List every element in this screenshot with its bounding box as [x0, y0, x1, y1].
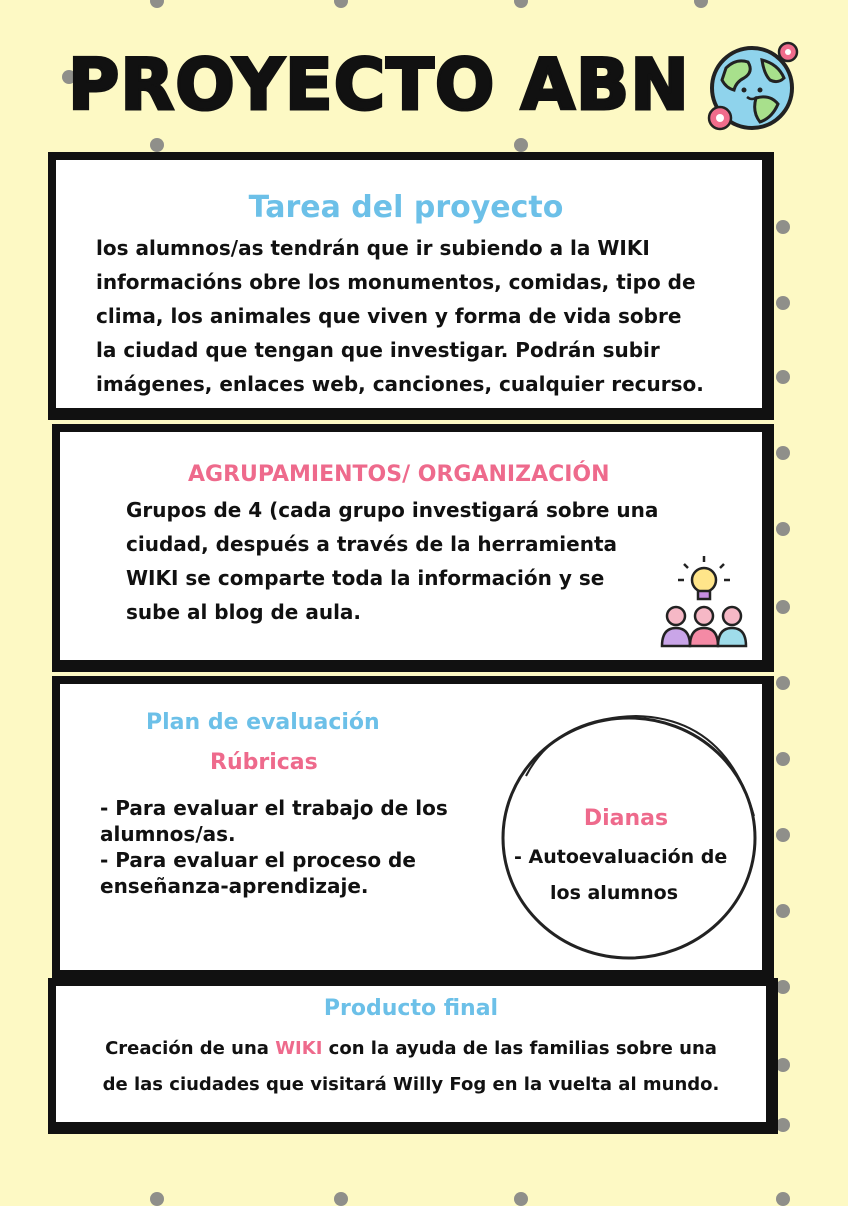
final-product-line: de las ciudades que visitará Willy Fog en la vuelta al mundo.: [102, 1074, 720, 1095]
evaluation-card: [52, 676, 774, 982]
globe-icon: [700, 38, 804, 142]
task-line: los alumnos/as tendrán que ir subiendo a la WIKI: [96, 236, 650, 260]
grouping-line: ciudad, después a través de la herramienta: [126, 532, 617, 556]
task-card: [48, 152, 774, 420]
teamwork-idea-icon: [654, 552, 754, 656]
final-product-text: Creación de una: [105, 1038, 276, 1059]
rubrics-item: - Para evaluar el trabajo de los: [100, 796, 448, 820]
final-product-card: [48, 978, 778, 1134]
wiki-highlight: WIKI: [275, 1038, 323, 1059]
targets-line: - Autoevaluación de: [514, 846, 728, 868]
evaluation-heading: Plan de evaluación: [146, 710, 380, 735]
targets-line: los alumnos: [550, 882, 679, 904]
final-product-text: con la ayuda de las familias sobre una: [322, 1038, 717, 1059]
final-product-heading: Producto final: [323, 996, 499, 1021]
targets-heading: Dianas: [583, 806, 669, 831]
targets-circle: [496, 706, 762, 966]
task-line: la ciudad que tengan que investigar. Podrán subir: [96, 338, 660, 362]
grouping-line: sube al blog de aula.: [126, 600, 362, 624]
rubrics-item: alumnos/as.: [100, 822, 236, 846]
page-title: PROYECTO ABN: [68, 44, 690, 126]
rubrics-item: - Para evaluar el proceso de: [100, 848, 416, 872]
final-product-line: [56, 1038, 766, 1059]
task-line: clima, los animales que viven y forma de vida sobre: [96, 304, 682, 328]
grouping-heading: AGRUPAMIENTOS/ ORGANIZACIÓN: [188, 462, 610, 487]
grouping-line: Grupos de 4 (cada grupo investigará sobre una: [126, 498, 659, 522]
task-line: informacións obre los monumentos, comidas, tipo de: [96, 270, 696, 294]
rubrics-heading: Rúbricas: [210, 750, 318, 775]
task-line: imágenes, enlaces web, canciones, cualquier recurso.: [96, 372, 704, 396]
rubrics-item: enseñanza-aprendizaje.: [100, 874, 369, 898]
grouping-line: WIKI se comparte toda la información y se: [126, 566, 605, 590]
task-heading: Tarea del proyecto: [248, 190, 564, 225]
grouping-card: [52, 424, 774, 672]
